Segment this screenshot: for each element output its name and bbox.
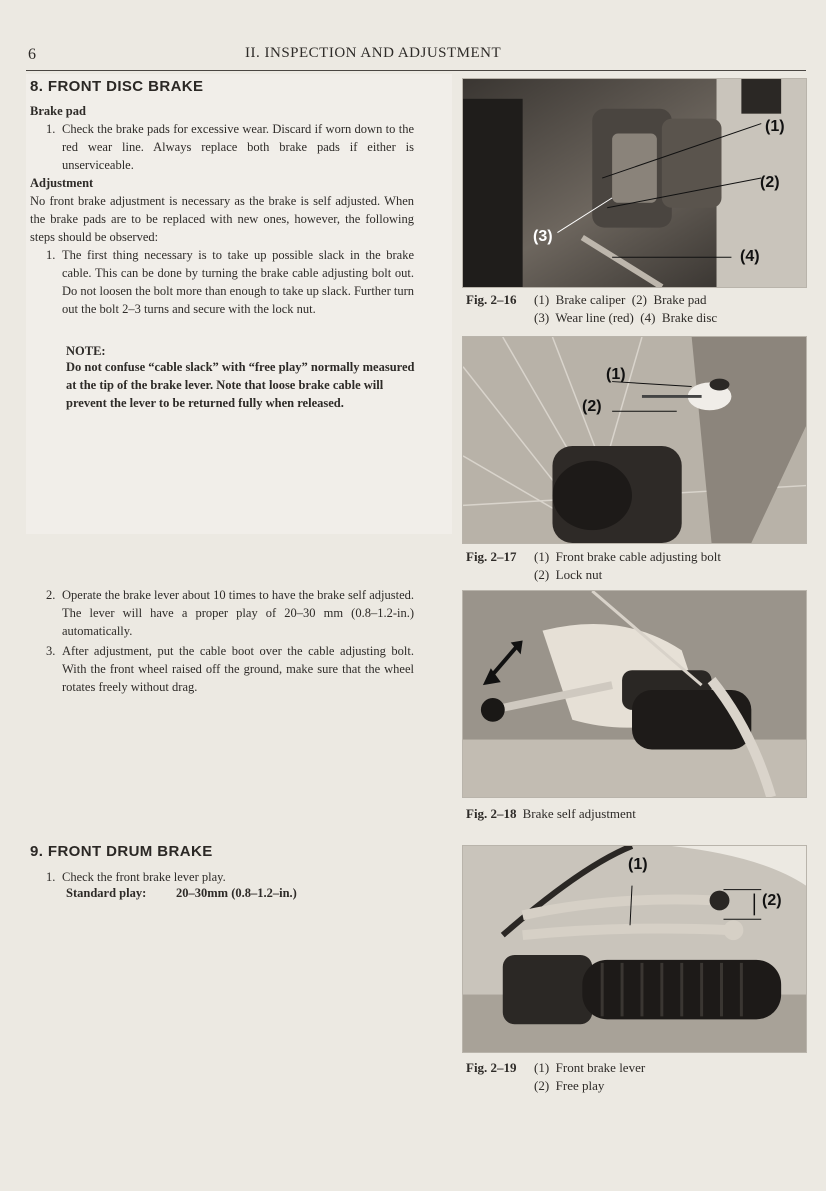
step-text: Operate the brake lever about 10 times to have the brake self adjusted. The lever will have a proper play of 20–30 mm (0.8–1.2-in.) automatically. xyxy=(62,588,414,638)
figure-2-17-photo xyxy=(462,336,807,544)
figure-label: Fig. 2–16 xyxy=(466,292,517,307)
step-1 xyxy=(46,246,414,318)
adjustment-intro: No front brake adjustment is necessary as the brake is self adjusted. When the brake pads are to be replaced with new ones, however, the following steps should be observed: xyxy=(30,194,414,244)
fig19-caption xyxy=(466,1059,806,1095)
fig17-callout-2: (2) xyxy=(582,398,602,415)
caption-line: Brake self adjustment xyxy=(522,806,636,821)
section-9-title: 9. FRONT DRUM BRAKE xyxy=(30,843,213,860)
step-2 xyxy=(46,586,414,640)
page-number: 6 xyxy=(28,46,36,63)
section-8-title: 8. FRONT DISC BRAKE xyxy=(30,78,204,95)
figure-label: Fig. 2–18 xyxy=(466,806,517,821)
caption-line: (2) Lock nut xyxy=(534,567,603,582)
note-text: Do not confuse “cable slack” with “free play” normally measured at the tip of the brake lever. Note that loose brake cable will prevent the lever to be returned fully when released. xyxy=(66,360,415,410)
brake-pad-item xyxy=(46,120,414,174)
fig16-callout-4: (4) xyxy=(740,248,760,265)
standard-play-label: Standard play: xyxy=(66,886,147,900)
item-text: Check the brake pads for excessive wear. Discard if worn down to the red wear line. Always replace both brake pads if either is unserviceable. xyxy=(62,122,414,172)
item-text: Check the front brake lever play. xyxy=(62,870,226,884)
item-number: 1. xyxy=(46,122,56,136)
fig16-caption xyxy=(466,291,806,327)
standard-play-value: 20–30mm (0.8–1.2–in.) xyxy=(176,886,297,900)
caption-line: (1) Front brake lever xyxy=(534,1060,646,1075)
adjustment-heading: Adjustment xyxy=(30,176,94,190)
caption-line: (3) Wear line (red) (4) Brake disc xyxy=(534,310,718,325)
note-label: NOTE: xyxy=(66,344,106,358)
section-9-item xyxy=(46,868,414,886)
step-3 xyxy=(46,642,414,696)
figure-label: Fig. 2–17 xyxy=(466,549,517,564)
step-number: 2. xyxy=(46,588,56,602)
step-text: After adjustment, put the cable boot over the cable adjusting bolt. With the front wheel raised off the ground, make sure that the wheel rotates freely without drag. xyxy=(62,644,414,694)
step-number: 3. xyxy=(46,644,56,658)
fig16-callout-2: (2) xyxy=(760,174,780,191)
figure-2-19-photo xyxy=(462,845,807,1053)
fig19-callout-1: (1) xyxy=(628,856,648,873)
running-head: II. INSPECTION AND ADJUSTMENT xyxy=(245,45,502,61)
header-rule xyxy=(26,70,806,71)
item-number: 1. xyxy=(46,870,56,884)
figure-label: Fig. 2–19 xyxy=(466,1060,517,1075)
fig17-caption xyxy=(466,548,806,584)
caption-line: (1) Brake caliper (2) Brake pad xyxy=(534,292,707,307)
step-text: The first thing necessary is to take up possible slack in the brake cable. This can be done by turning the brake cable adjusting bolt out. Do not loosen the bolt more than enough to take up slack. Further turn out the bolt 2–3 turns and secure with the lock nut. xyxy=(62,248,415,316)
step-number: 1. xyxy=(46,248,56,262)
fig18-caption xyxy=(466,805,806,823)
brake-pad-heading: Brake pad xyxy=(30,104,86,118)
fig16-callout-3: (3) xyxy=(533,228,553,245)
caption-line: (2) Free play xyxy=(534,1078,605,1093)
caption-line: (1) Front brake cable adjusting bolt xyxy=(534,549,722,564)
figure-2-18-photo xyxy=(462,590,807,798)
fig16-callout-1: (1) xyxy=(765,118,785,135)
fig17-callout-1: (1) xyxy=(606,366,626,383)
fig19-callout-2: (2) xyxy=(762,892,782,909)
